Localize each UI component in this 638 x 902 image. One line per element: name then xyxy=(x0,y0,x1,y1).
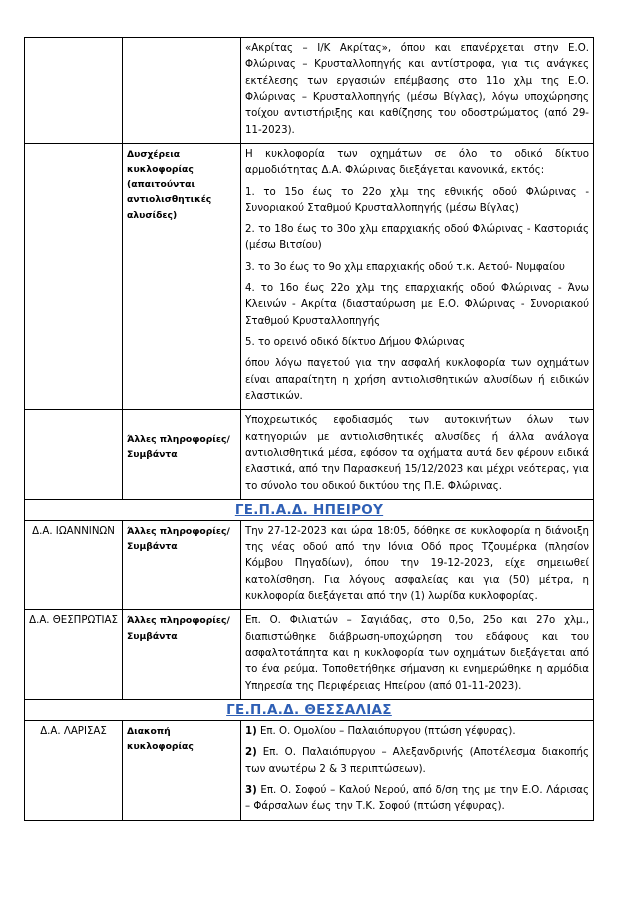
florina-continued-text: «Ακρίτας – Ι/Κ Ακρίτας», όπου και επανέρχεται στην Ε.Ο. Φλώρινας – Κρυσταλλοπηγής και αντίστροφα, για τις ανάγκες εκτέλεσης των εργασιών επέμβασης στο 11ο χλμ της Ε.Ο. Φλώρινας – Κρυσταλλοπηγής (μέσω Βίγλας), λόγω υποχώρησης τοίχου αντιστήριξης και καθίζησης του οδοστρώματος (από 29-11-2023). xyxy=(245,43,589,136)
region-cell xyxy=(25,143,123,409)
details-cell xyxy=(241,610,594,700)
category-cell: Άλλες πληροφορίες/ Συμβάντα xyxy=(123,610,241,700)
item-number: 1) xyxy=(245,725,257,737)
item-number: 3) xyxy=(245,784,257,796)
list-item: 1. το 15ο έως το 22ο χλμ της εθνικής οδού Φλώρινας - Συνοριακού Σταθμού Κρυσταλλοπηγής (μέσω Βίγλας) xyxy=(245,186,589,214)
table-row xyxy=(25,720,594,820)
item-text: Επ. Ο. Σοφού – Καλού Νερού, από δ/ση της με την Ε.Ο. Λάρισας – Φάρσαλων έως την Τ.Κ. Σοφού (πτώση γέφυρας). xyxy=(245,784,589,813)
road-status-table xyxy=(24,37,594,821)
details-cell xyxy=(241,143,594,409)
table-row xyxy=(25,610,594,700)
table-row xyxy=(25,520,594,610)
category-cell: Άλλες πληροφορίες/ Συμβάντα xyxy=(123,520,241,610)
item-text: Επ. Ο. Ομολίου – Παλαιόπυργου (πτώση γέφυρας). xyxy=(256,725,516,737)
section-heading-row xyxy=(25,499,594,520)
region-cell: Δ.Α. ΙΩΑΝΝΙΝΩΝ xyxy=(25,520,123,610)
chains-outro: όπου λόγω παγετού για την ασφαλή κυκλοφορία των οχημάτων είναι απαραίτητη η χρήση αντιολισθητικών αλυσίδων ή ειδικών ελαστικών. xyxy=(245,358,589,402)
list-item xyxy=(245,724,589,740)
list-item xyxy=(245,783,589,816)
other-text: Υποχρεωτικός εφοδιασμός των αυτοκινήτων όλων των κατηγοριών με αντιολισθητικές αλυσίδες ή άλλα ανάλογα αντιολισθητικά μέσα, εφόσον τα οχήματα αυτά δεν φέρουν ειδικά ελαστικά, από την Παρασκευή 15/12/2023 και μέχρι νεότερας, για το σύνολο του οδικού δικτύου της Π.Ε. Φλώρινας. xyxy=(245,415,589,492)
section-heading-epirus: ΓΕ.Π.Α.Δ. ΗΠΕΙΡΟΥ xyxy=(25,499,594,520)
item-number: 2) xyxy=(245,747,257,759)
section-heading-row xyxy=(25,699,594,720)
section-heading-thessaly: ΓΕ.Π.Α.Δ. ΘΕΣΣΑΛΙΑΣ xyxy=(25,699,594,720)
region-cell: Δ.Α. ΘΕΣΠΡΩΤΙΑΣ xyxy=(25,610,123,700)
category-cell xyxy=(123,38,241,144)
details-text: Επ. Ο. Φιλιατών – Σαγιάδας, στο 0,5ο, 25ο και 27ο χλμ., διαπιστώθηκε διάβρωση-υποχώρηση του εδάφους και του ασφαλτοτάπητα και η κυκλοφορία των οχημάτων διεξάγεται από το ένα ρεύμα. Τοποθετήθηκε σήμανση κι ενημερώθηκε η αρμόδια Υπηρεσία της Περιφέρειας Ηπείρου (από 01-11-2023). xyxy=(245,615,589,692)
region-cell xyxy=(25,38,123,144)
category-cell xyxy=(123,143,241,409)
table-row xyxy=(25,410,594,500)
item-text: Επ. Ο. Παλαιόπυργου – Αλεξανδρινής (Αποτέλεσμα διακοπής των ανωτέρω 2 & 3 περιπτώσεων). xyxy=(245,747,589,775)
list-item xyxy=(245,745,589,778)
details-cell xyxy=(241,410,594,500)
list-item: 5. το ορεινό οδικό δίκτυο Δήμου Φλώρινας xyxy=(245,337,466,348)
details-cell xyxy=(241,38,594,144)
list-item: 4. το 16ο έως 22ο χλμ της επαρχιακής οδού Φλώρινας - Άνω Κλεινών - Ακρίτα (διασταύρωση με Ε.Ο. Φλώρινας - Συνοριακού Σταθμού Κρυσταλλοπηγής xyxy=(245,283,589,327)
category-cell xyxy=(123,410,241,500)
details-text: Την 27-12-2023 και ώρα 18:05, δόθηκε σε κυκλοφορία η διάνοιξη της νέας οδού από την Ιόνια Οδό προς Τζουμέρκα (πλησίον Κόμβου Πηγαδίων), όπου την 19-12-2023, είχε σημειωθεί κατολίσθηση. Για λόγους ασφαλείας και για (50) μέτρα, η κυκλοφορία διεξάγεται από την (1) λωρίδα κυκλοφορίας. xyxy=(245,525,589,603)
category-cell: Διακοπή κυκλοφορίας xyxy=(123,720,241,820)
region-cell: Δ.Α. ΛΑΡΙΣΑΣ xyxy=(25,720,123,820)
other-category: Άλλες πληροφορίες/Συμβάντα xyxy=(127,434,230,461)
table-row xyxy=(25,143,594,409)
region-cell xyxy=(25,410,123,500)
list-item: 2. το 18ο έως το 30ο χλμ επαρχιακής οδού Φλώρινας - Καστοριάς (μέσω Βιτσίου) xyxy=(245,224,589,252)
list-item: 3. το 3ο έως το 9ο χλμ επαρχιακής οδού τ.κ. Αετού- Νυμφαίου xyxy=(245,261,565,273)
table-row xyxy=(25,38,594,144)
details-cell xyxy=(241,720,594,820)
chains-intro: Η κυκλοφορία των οχημάτων σε όλο το οδικό δίκτυο αρμοδιότητας Δ.Α. Φλώρινας διεξάγεται κανονικά, εκτός: xyxy=(245,148,589,177)
details-cell xyxy=(241,520,594,610)
chains-category: Δυσχέρεια κυκλοφορίας (απαιτούνται αντιολισθητικές αλυσίδες) xyxy=(127,148,212,221)
